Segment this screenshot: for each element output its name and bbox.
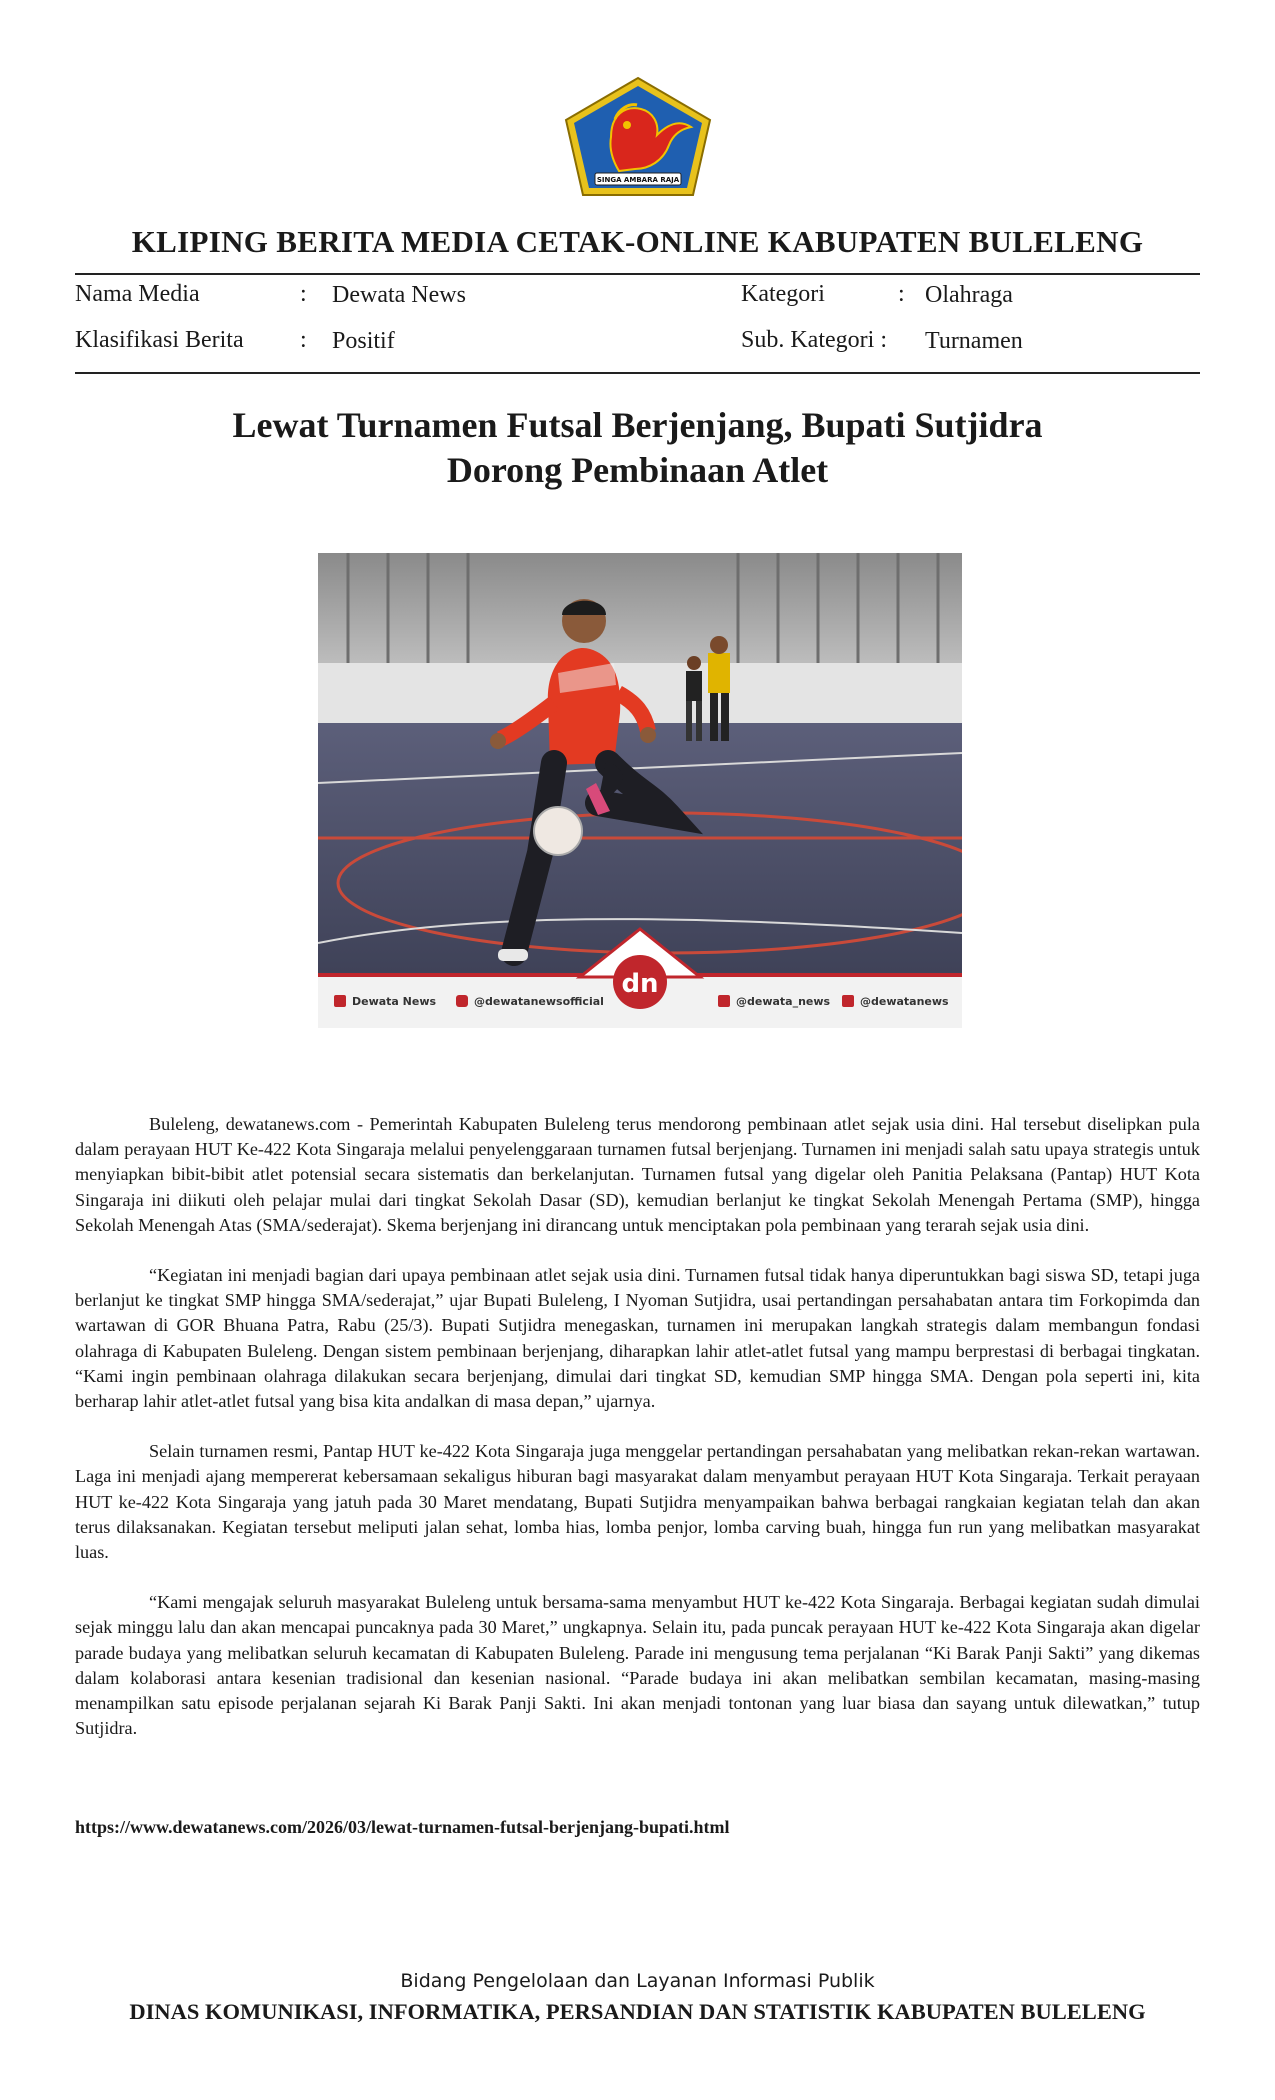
headline-line-1: Lewat Turnamen Futsal Berjenjang, Bupati Sutjidra: [232, 405, 1043, 445]
article-paragraph-2: “Kegiatan ini menjadi bagian dari upaya pembinaan atlet sejak usia dini. Turnamen futsal tidak hanya diperuntukkan bagi siswa SD, tetapi juga berlanjut ke tingkat SMP hingga SMA/sederajat,” ujar Bupati Buleleng, I Nyoman Sutjidra, usai pertandingan persahabatan antara tim Forkopimda dan wartawan di GOR Bhuana Patra, Rabu (25/3). Bupati Sutjidra menegaskan, turnamen ini merupakan langkah strategis dalam membangun fondasi olahraga di Kabupaten Buleleng. Dengan sistem pembinaan berjenjang, diharapkan lahir atlet-atlet futsal yang mampu berprestasi di berbagai tingkatan. “Kami ingin pembinaan olahraga dilakukan secara berjenjang, dimulai dari tingkat SD, kemudian SMP hingga SMA. Dengan pola seperti ini, kita berharap lahir atlet-atlet futsal yang bisa kita andalkan di masa depan,” ujarnya.: [75, 1265, 1200, 1412]
kategori-value: Olahraga: [925, 282, 1013, 308]
header-rule-bottom: [75, 372, 1200, 374]
klasifikasi-separator: :: [300, 327, 307, 353]
tiktok-icon: [842, 995, 854, 1007]
facebook-icon: [334, 995, 346, 1007]
source-url: https://www.dewatanews.com/2026/03/lewat-turnamen-futsal-berjenjang-bupati.html: [75, 1817, 730, 1837]
klasifikasi-value: Positif: [332, 328, 395, 354]
subkategori-value: Turnamen: [925, 328, 1023, 354]
instagram-icon: [456, 995, 468, 1007]
article-headline: [0, 403, 1275, 493]
footer-division: Bidang Pengelolaan dan Layanan Informasi Publik: [400, 1970, 875, 1992]
kategori-separator: :: [898, 281, 905, 307]
media-value: Dewata News: [332, 282, 466, 308]
article-body: [75, 1112, 1200, 1766]
footer-agency: DINAS KOMUNIKASI, INFORMATIKA, PERSANDIAN DAN STATISTIK KABUPATEN BULELENG: [129, 1999, 1146, 2024]
article-paragraph-4: “Kami mengajak seluruh masyarakat Buleleng untuk bersama-sama menyambut HUT ke-422 Kota Singaraja. Berbagai kegiatan sudah dimulai sejak minggu lalu dan akan mencapai puncaknya pada 30 Maret,” ungkapnya. Selain itu, pada puncak perayaan HUT ke-422 Kota Singaraja akan digelar parade budaya yang melibatkan seluruh kecamatan di Kabupaten Buleleng. Parade ini mengusung tema perjalanan “Ki Barak Panji Sakti” yang dikemas dalam kolaborasi antara kesenian tradisional dan kesenian nasional. “Parade budaya ini akan melibatkan sembilan kecamatan, masing-masing menampilkan satu episode perjalanan sejarah Ki Barak Panji Sakti. Ini akan menjadi tontonan yang luar biasa dan sayang untuk dilewatkan,” tutup Sutjidra.: [75, 1592, 1200, 1739]
kategori-label: Kategori: [741, 281, 825, 307]
subkategori-label: Sub. Kategori :: [741, 327, 887, 353]
twitter-icon: [718, 995, 730, 1007]
headline-line-2: Dorong Pembinaan Atlet: [446, 450, 829, 490]
article-photo: [318, 553, 962, 1028]
buleleng-emblem-logo: [563, 75, 713, 198]
header-rule-top: [75, 273, 1200, 275]
watermark-tiktok: @dewatanews: [860, 995, 949, 1008]
klasifikasi-label: Klasifikasi Berita: [75, 327, 244, 353]
media-separator: :: [300, 281, 307, 307]
media-label: Nama Media: [75, 281, 200, 307]
article-paragraph-3: Selain turnamen resmi, Pantap HUT ke-422 Kota Singaraja juga menggelar pertandingan persahabatan yang melibatkan rekan-rekan wartawan. Laga ini menjadi ajang mempererat kebersamaan sekaligus hiburan bagi masyarakat dalam menyambut perayaan HUT Kota Singaraja. Terkait perayaan HUT ke-422 Kota Singaraja yang jatuh pada 30 Maret mendatang, Bupati Sutjidra menyampaikan bahwa berbagai rangkaian kegiatan telah dan akan terus dilaksanakan. Kegiatan tersebut meliputi jalan sehat, lomba hias, lomba penjor, lomba carving buah, hingga fun run yang melibatkan masyarakat luas.: [75, 1441, 1200, 1563]
watermark-brand: dn: [621, 969, 659, 999]
article-paragraph-1: Buleleng, dewatanews.com - Pemerintah Kabupaten Buleleng terus mendorong pembinaan atlet sejak usia dini. Hal tersebut diselipkan pula dalam perayaan HUT Ke-422 Kota Singaraja melalui penyelenggaraan turnamen futsal berjenjang. Turnamen ini menjadi salah satu upaya strategis untuk menyiapkan bibit-bibit atlet potensial secara sistematis dan berkelanjutan. Turnamen futsal yang digelar oleh Panitia Pelaksana (Pantap) HUT Kota Singaraja ini diikuti oleh pelajar mulai dari tingkat Sekolah Dasar (SD), kemudian berlanjut ke tingkat Sekolah Menengah Pertama (SMP), hingga Sekolah Menengah Atas (SMA/sederajat). Skema berjenjang ini dirancang untuk menciptakan pola pembinaan yang terarah sejak usia dini.: [75, 1114, 1200, 1235]
watermark-instagram: @dewatanewsofficial: [474, 995, 604, 1008]
document-title: KLIPING BERITA MEDIA CETAK-ONLINE KABUPATEN BULELENG: [131, 224, 1144, 259]
watermark-facebook: Dewata News: [352, 995, 437, 1008]
watermark-twitter: @dewata_news: [736, 995, 831, 1008]
logo-motto-text: SINGA AMBARA RAJA: [596, 176, 680, 184]
